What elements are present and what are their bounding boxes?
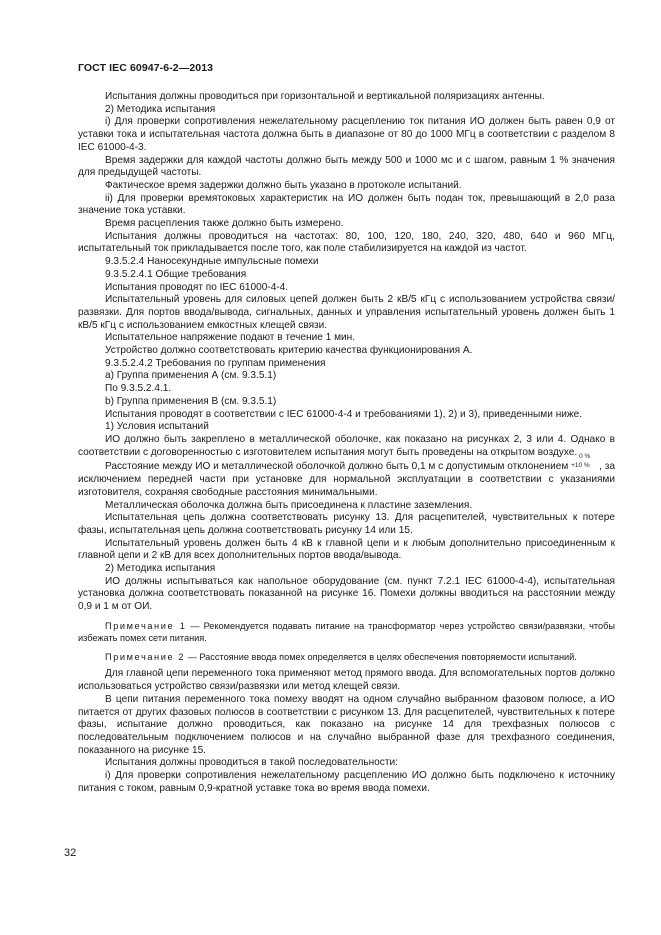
section-heading: 9.3.5.2.4 Наносекундные импульсные помехи: [105, 256, 319, 268]
paragraph: ii) Для проверки времятоковых характеристик на ИО должен быть подан ток, превышающий в 2,0 раза значение тока уставки.: [78, 192, 615, 217]
paragraph: i) Для проверки сопротивления нежелательному расцеплению ток питания ИО должен быть равен 0,9 от уставки тока и испытательная частота должна быть в диапазоне от 80 до 1000 МГц в соответствии с разделом 8 IEC 61000-4-3.: [78, 116, 615, 153]
note-1: [78, 620, 615, 644]
paragraph: Испытательная цепь должна соответствовать рисунку 13. Для расцепителей, чувствительных к потере фазы, испытательная цепь должна соответствовать рисунку 14 или 15.: [78, 512, 615, 536]
document-header: ГОСТ IEC 60947-6-2—2013: [78, 62, 214, 74]
section-heading: 9.3.5.2.4.1 Общие требования: [105, 268, 247, 280]
paragraph: 2) Методика испытания: [105, 563, 216, 575]
paragraph: В цепи питания переменного тока помеху вводят на одном случайно выбранном фазовом полюсе, а ИО питается от других фазовых полюсов в соответствии с рисунком 13. Для расцепителей, чувствительных к потере фазы, испытание должно проводиться, как показано на рисунке 14 для трехфазных полюсов с последовательным подключением полюсов и на случайно выбранной фазе для трехфазного соединения, показанного на рисунке 15.: [78, 693, 615, 756]
tolerance-fraction: [571, 453, 599, 470]
paragraph: Испытательное напряжение подают в течение 1 мин.: [105, 332, 356, 344]
tolerance-text-before: Расстояние между ИО и металлической оболочкой должно быть 0,1 м с допустимым отклонением: [105, 461, 572, 473]
paragraph: Устройство должно соответствовать критерию качества функционирования А.: [105, 345, 473, 357]
paragraph: Металлическая оболочка должна быть присоединена к пластине заземления.: [105, 499, 473, 511]
paragraph: ИО должно быть закреплено в металлической оболочке, как показано на рисунках 2, 3 или 4. Однако в соответствии с договоренностью с изготовителем испытания могут быть проведены на открытом воздухе.: [78, 433, 615, 458]
page-body: [78, 91, 615, 795]
paragraph: Испытания должны проводиться в такой последовательности:: [105, 757, 398, 769]
paragraph: ИО должны испытываться как напольное оборудование (см. пункт 7.2.1 IEC 61000-4-4), испытательная установка должна соответствовать показанной на рисунке 16. Помехи должны вводиться на расстоянии между 0,9 и 1 м от ОИ.: [78, 575, 615, 613]
paragraph: b) Группа применения В (см. 9.3.5.1): [105, 395, 277, 407]
note-label: Примечание 1: [105, 620, 187, 631]
paragraph: Испытательный уровень должен быть 4 кВ к главной цепи и к любым дополнительно присоединенным к главной цепи и 2 кВ для всех дополнительных портов ввода/вывода.: [78, 537, 615, 562]
paragraph: а) Группа применения А (см. 9.3.5.1): [105, 370, 277, 382]
tolerance-lower: +10 %: [571, 462, 590, 470]
paragraph: По 9.3.5.2.4.1.: [105, 383, 172, 395]
note-text: — Расстояние ввода помех определяется в целях обеспечения повторяемости испытаний.: [185, 652, 577, 663]
tolerance-upper: 0 %: [579, 453, 591, 461]
paragraph: Испытания проводят в соответствии с IEC 61000-4-4 и требованиями 1), 2) и 3), приведенными ниже.: [105, 408, 583, 420]
paragraph: Испытания должны проводиться при горизонтальной и вертикальной поляризациях антенны.: [105, 91, 545, 102]
paragraph: Испытания должны проводиться на частотах: 80, 100, 120, 180, 240, 320, 480, 640 и 960 МГц, испытательный ток прикладывается после того, как поле стабилизируется на каждой из частот.: [78, 230, 615, 255]
paragraph: Время расцепления также должно быть измерено.: [105, 218, 344, 230]
paragraph: i) Для проверки сопротивления нежелательному расцеплению ИО должно быть подключено к источнику питания с током, равным 0,9-кратной уставке тока во время ввода помехи.: [78, 770, 615, 794]
paragraph: Фактическое время задержки должно быть указано в протоколе испытаний.: [105, 179, 462, 191]
note-2: [78, 651, 615, 663]
paragraph: Испытания проводят по IEC 61000-4-4.: [105, 281, 289, 293]
paragraph: Время задержки для каждой частоты должно быть между 500 и 1000 мс и с шагом, равным 1 % значения для предыдущей частоты.: [78, 154, 615, 179]
tolerance-paragraph: [78, 453, 615, 499]
paragraph: Испытательный уровень для силовых цепей должен быть 2 кВ/5 кГц с использованием устройства связи/развязки. Для портов ввода/вывода, сигнальных, данных и управления испытательный уровень должен быть 1 кВ/5 кГц с использованием емкостных клещей связи.: [78, 294, 615, 331]
section-heading: 9.3.5.2.4.2 Требования по группам применения: [105, 357, 326, 369]
tolerance-text-after: , за исключением передней части при установке для нормальной эксплуатации в соответствии с указаниями изготовителя, сохраняя свободные расстояния минимальными.: [78, 461, 615, 498]
paragraph: Для главной цепи переменного тока применяют метод прямого ввода. Для вспомогательных портов должно использоваться устройство связи/развязки или метод клещей связи.: [78, 668, 615, 693]
paragraph: 2) Методика испытания: [105, 103, 216, 115]
note-text: — Рекомендуется подавать питание на трансформатор через устройство связи/развязки, чтобы избежать помех сети питания.: [78, 620, 615, 644]
page-number: 32: [64, 847, 77, 859]
note-label: Примечание 2: [105, 652, 186, 663]
paragraph: 1) Условия испытаний: [105, 421, 209, 433]
